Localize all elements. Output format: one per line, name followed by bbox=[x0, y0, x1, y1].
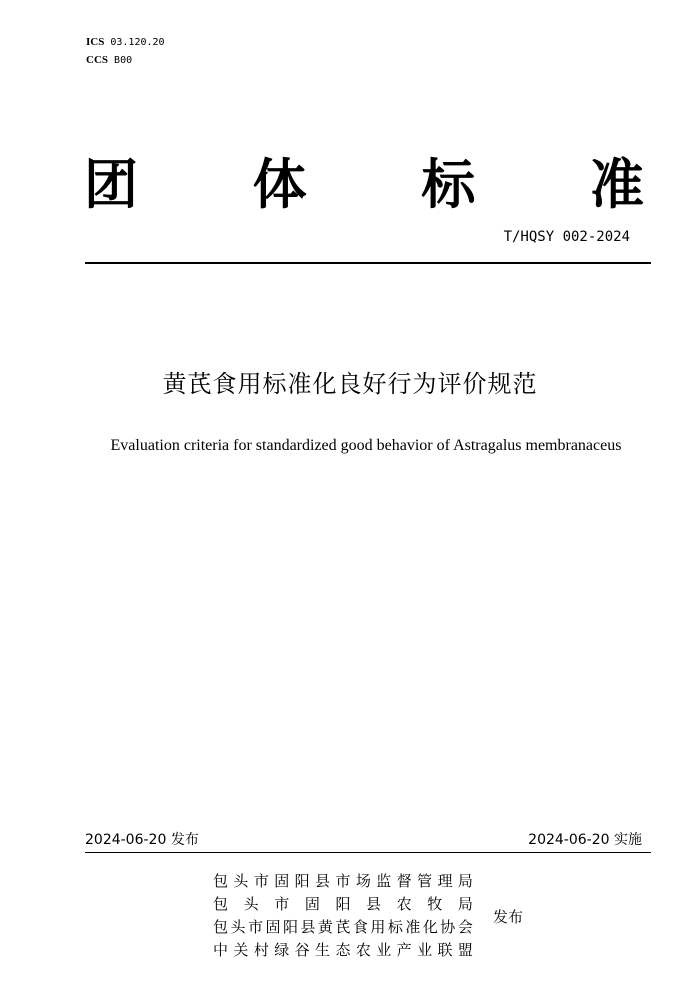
standard-type-char: 准 bbox=[589, 152, 644, 216]
issuer-name: 中 关 村 绿 谷 生 态 农 业 产 业 联 盟 bbox=[213, 941, 473, 959]
implementation-label: 实施 bbox=[614, 832, 642, 848]
title-chinese: 黄芪食用标准化良好行为评价规范 bbox=[162, 370, 538, 398]
bottom-divider bbox=[85, 852, 651, 853]
release-label: 发布 bbox=[170, 832, 199, 848]
ics-value: 03.120.20 bbox=[110, 37, 165, 48]
standard-number: T/HQSY 002-2024 bbox=[503, 229, 630, 245]
standard-type-char: 体 bbox=[252, 152, 307, 216]
implementation-date bbox=[528, 829, 642, 849]
issuer-name: 包 头 市 固 阳 县 农 牧 局 bbox=[213, 895, 473, 913]
implementation-date-value: 2024-06-20 bbox=[528, 832, 610, 848]
issuer-name: 包 头 市 固 阳 县 黄 芪 食 用 标 准 化 协 会 bbox=[213, 918, 473, 936]
issued-label: 发布 bbox=[493, 908, 524, 926]
standard-type-heading bbox=[84, 148, 644, 216]
ccs-code bbox=[86, 54, 132, 66]
ccs-label: CCS bbox=[86, 54, 109, 66]
release-date bbox=[85, 829, 199, 849]
standard-type-char: 标 bbox=[421, 152, 476, 216]
issuer-name: 包 头 市 固 阳 县 市 场 监 督 管 理 局 bbox=[213, 872, 473, 890]
standard-type-char: 团 bbox=[84, 152, 138, 216]
title-english: Evaluation criteria for standardized good behavior of Astragalus membranaceus bbox=[110, 437, 622, 454]
issuer-list bbox=[213, 870, 473, 962]
ics-code bbox=[86, 36, 165, 48]
top-divider bbox=[85, 262, 651, 264]
ics-label: ICS bbox=[86, 36, 105, 48]
ccs-value: B00 bbox=[114, 55, 133, 66]
release-date-value: 2024-06-20 bbox=[85, 832, 167, 848]
